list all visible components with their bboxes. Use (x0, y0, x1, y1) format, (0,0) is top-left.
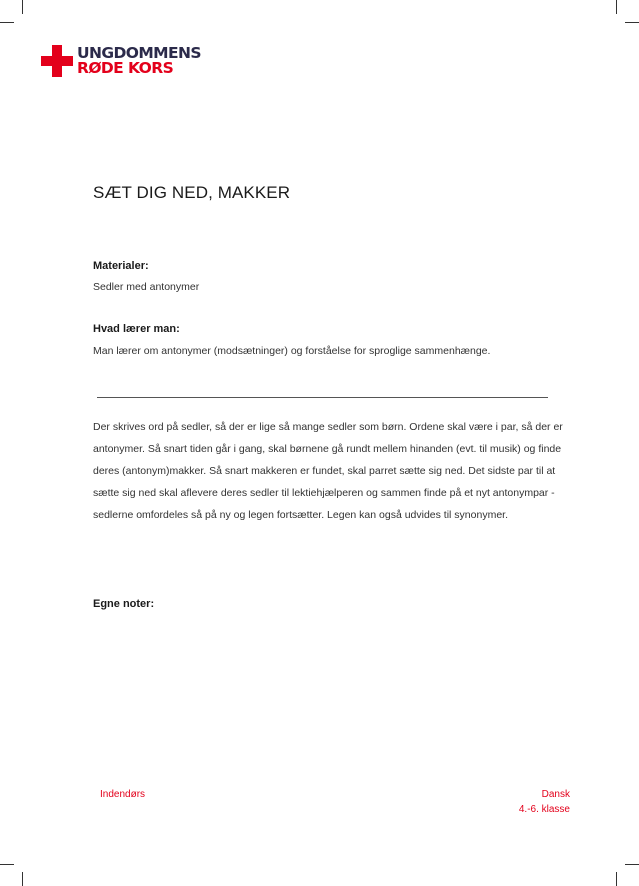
crop-mark-top-right (616, 0, 617, 14)
crop-mark-bottom-right (625, 864, 639, 865)
materials-label: Materialer: (93, 260, 149, 272)
notes-label: Egne noter: (93, 598, 155, 610)
footer-subject: Dansk (541, 789, 570, 800)
instructions-text: Der skrives ord på sedler, så der er lige så mange sedler som børn. Ordene skal være i par, så der er antonymer. Så snart tiden går i gang, skal børnene gå rundt mellem hinanden (evt. til musik) og finde deres (antonym)makker. Så snart makkeren er fundet, skal parret sætte sig ned. Det sidste par til at sætte sig ned skal aflevere deres sedler til lektiehjælperen og sammen finde på et nyt antonympar - sedlerne omfordeles så på ny og legen fortsætter. Legen kan også udvides til synonymer. (93, 421, 563, 521)
page-title: SÆT DIG NED, MAKKER (93, 183, 291, 202)
footer-grade: 4.-6. klasse (518, 804, 570, 815)
logo-line-2: RØDE KORS (77, 59, 174, 77)
footer-location: Indendørs (100, 789, 146, 800)
logo-text (77, 46, 201, 76)
logo (41, 44, 201, 78)
red-cross-icon (41, 45, 73, 77)
crop-mark-top-right (625, 22, 639, 23)
crop-mark-top-left (22, 0, 23, 14)
learning-text: Man lærer om antonymer (modsætninger) og forståelse for sproglige sammenhænge. (93, 345, 491, 357)
crop-mark-bottom-right (616, 872, 617, 886)
learning-label: Hvad lærer man: (93, 323, 180, 335)
logo-line-1: UNGDOMMENS (77, 44, 201, 62)
crop-mark-bottom-left (22, 872, 23, 886)
materials-text: Sedler med antonymer (93, 281, 200, 293)
crop-mark-top-left (0, 22, 14, 23)
divider (97, 397, 548, 398)
crop-mark-bottom-left (0, 864, 14, 865)
